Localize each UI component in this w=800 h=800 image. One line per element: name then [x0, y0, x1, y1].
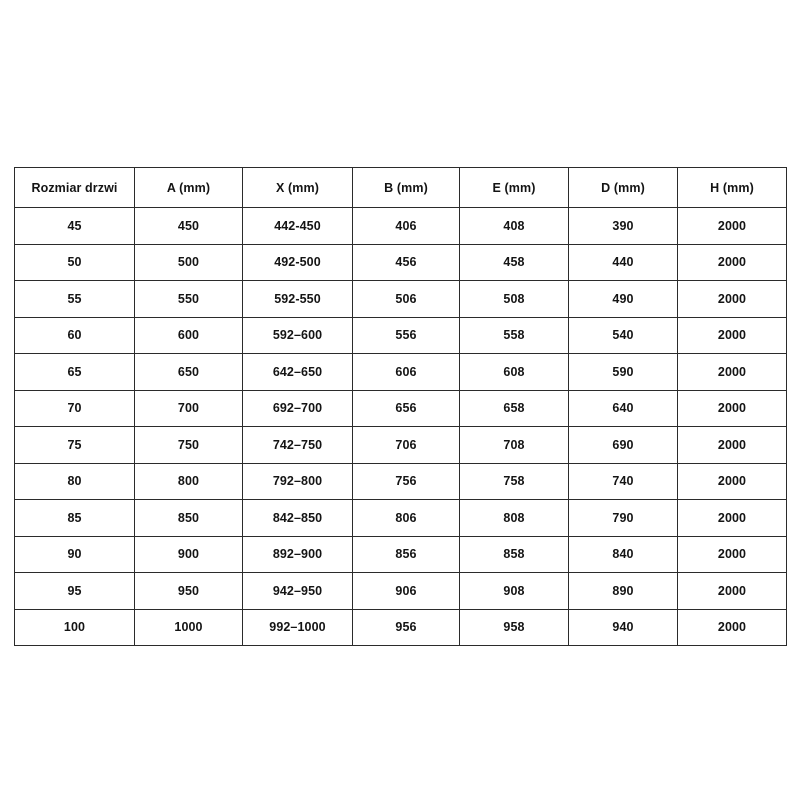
- table-row: [15, 427, 787, 464]
- cell-h: 2000: [678, 427, 787, 464]
- cell-h: 2000: [678, 354, 787, 391]
- cell-a: 600: [135, 317, 243, 354]
- cell-door-size: 80: [15, 463, 135, 500]
- table-row: [15, 463, 787, 500]
- cell-door-size: 60: [15, 317, 135, 354]
- cell-x: 642–650: [243, 354, 353, 391]
- cell-door-size: 45: [15, 208, 135, 245]
- cell-e: 808: [460, 500, 569, 537]
- cell-b: 606: [353, 354, 460, 391]
- cell-e: 758: [460, 463, 569, 500]
- table-row: [15, 354, 787, 391]
- cell-h: 2000: [678, 536, 787, 573]
- cell-door-size: 70: [15, 390, 135, 427]
- cell-d: 840: [569, 536, 678, 573]
- cell-e: 958: [460, 609, 569, 646]
- cell-b: 906: [353, 573, 460, 610]
- cell-a: 500: [135, 244, 243, 281]
- column-header-x: X (mm): [243, 168, 353, 208]
- cell-a: 700: [135, 390, 243, 427]
- cell-door-size: 85: [15, 500, 135, 537]
- cell-door-size: 65: [15, 354, 135, 391]
- cell-e: 458: [460, 244, 569, 281]
- cell-h: 2000: [678, 244, 787, 281]
- cell-h: 2000: [678, 208, 787, 245]
- cell-d: 440: [569, 244, 678, 281]
- table-row: [15, 536, 787, 573]
- cell-x: 892–900: [243, 536, 353, 573]
- cell-h: 2000: [678, 317, 787, 354]
- cell-d: 540: [569, 317, 678, 354]
- cell-e: 508: [460, 281, 569, 318]
- spec-table-container: [14, 167, 786, 646]
- cell-b: 956: [353, 609, 460, 646]
- cell-d: 940: [569, 609, 678, 646]
- column-header-e: E (mm): [460, 168, 569, 208]
- table-row: [15, 500, 787, 537]
- cell-door-size: 90: [15, 536, 135, 573]
- cell-a: 1000: [135, 609, 243, 646]
- cell-x: 842–850: [243, 500, 353, 537]
- door-size-table: [14, 167, 787, 646]
- cell-a: 450: [135, 208, 243, 245]
- cell-b: 706: [353, 427, 460, 464]
- cell-a: 750: [135, 427, 243, 464]
- cell-e: 908: [460, 573, 569, 610]
- column-header-door-size: Rozmiar drzwi: [15, 168, 135, 208]
- cell-a: 950: [135, 573, 243, 610]
- cell-e: 658: [460, 390, 569, 427]
- cell-door-size: 75: [15, 427, 135, 464]
- cell-door-size: 100: [15, 609, 135, 646]
- cell-x: 592-550: [243, 281, 353, 318]
- cell-a: 900: [135, 536, 243, 573]
- cell-b: 656: [353, 390, 460, 427]
- cell-h: 2000: [678, 500, 787, 537]
- cell-b: 756: [353, 463, 460, 500]
- cell-a: 650: [135, 354, 243, 391]
- cell-x: 492-500: [243, 244, 353, 281]
- cell-a: 800: [135, 463, 243, 500]
- cell-x: 692–700: [243, 390, 353, 427]
- cell-b: 556: [353, 317, 460, 354]
- cell-d: 490: [569, 281, 678, 318]
- cell-e: 708: [460, 427, 569, 464]
- column-header-d: D (mm): [569, 168, 678, 208]
- cell-b: 456: [353, 244, 460, 281]
- cell-d: 590: [569, 354, 678, 391]
- table-row: [15, 281, 787, 318]
- cell-a: 550: [135, 281, 243, 318]
- cell-h: 2000: [678, 390, 787, 427]
- cell-x: 992–1000: [243, 609, 353, 646]
- cell-b: 406: [353, 208, 460, 245]
- column-header-h: H (mm): [678, 168, 787, 208]
- table-row: [15, 208, 787, 245]
- cell-d: 690: [569, 427, 678, 464]
- cell-d: 890: [569, 573, 678, 610]
- cell-h: 2000: [678, 609, 787, 646]
- cell-x: 442-450: [243, 208, 353, 245]
- cell-h: 2000: [678, 463, 787, 500]
- column-header-a: A (mm): [135, 168, 243, 208]
- cell-x: 942–950: [243, 573, 353, 610]
- table-row: [15, 244, 787, 281]
- cell-d: 640: [569, 390, 678, 427]
- table-row: [15, 317, 787, 354]
- cell-d: 790: [569, 500, 678, 537]
- column-header-b: B (mm): [353, 168, 460, 208]
- table-header-row: [15, 168, 787, 208]
- cell-d: 740: [569, 463, 678, 500]
- cell-b: 856: [353, 536, 460, 573]
- cell-h: 2000: [678, 281, 787, 318]
- cell-e: 608: [460, 354, 569, 391]
- cell-d: 390: [569, 208, 678, 245]
- cell-e: 408: [460, 208, 569, 245]
- cell-x: 792–800: [243, 463, 353, 500]
- cell-door-size: 50: [15, 244, 135, 281]
- cell-door-size: 55: [15, 281, 135, 318]
- cell-a: 850: [135, 500, 243, 537]
- table-row: [15, 609, 787, 646]
- table-row: [15, 390, 787, 427]
- cell-door-size: 95: [15, 573, 135, 610]
- cell-h: 2000: [678, 573, 787, 610]
- cell-e: 558: [460, 317, 569, 354]
- cell-b: 506: [353, 281, 460, 318]
- table-row: [15, 573, 787, 610]
- cell-x: 592–600: [243, 317, 353, 354]
- cell-b: 806: [353, 500, 460, 537]
- cell-e: 858: [460, 536, 569, 573]
- cell-x: 742–750: [243, 427, 353, 464]
